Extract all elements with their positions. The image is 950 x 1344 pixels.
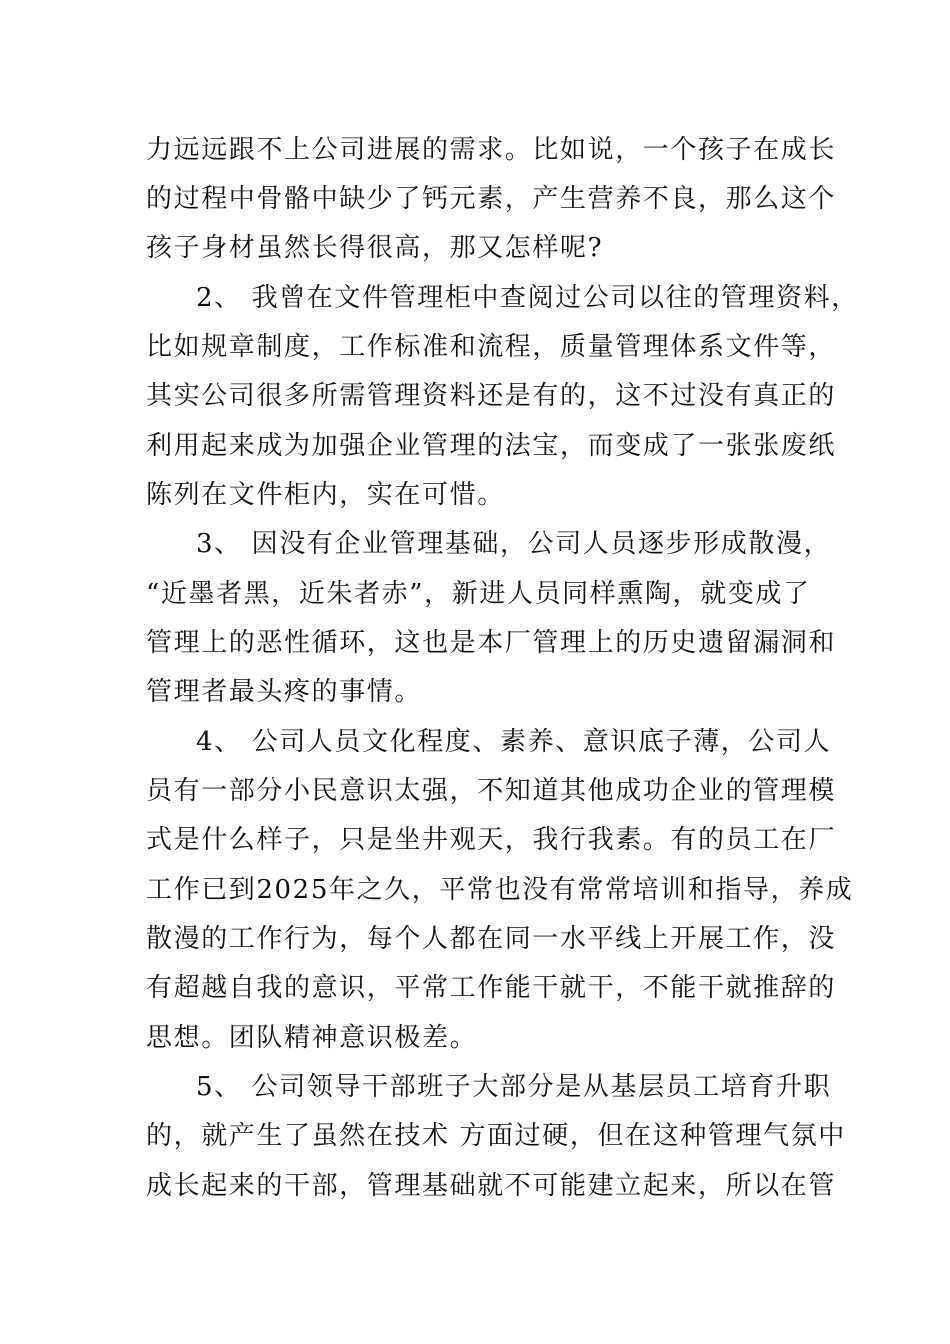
paragraph-5-start: 5、 公司领导干部班子大部分是从基层员工培育升职: [196, 1072, 832, 1102]
text-line: 利用起来成为加强企业管理的法宝，而变成了一张张废纸: [146, 431, 837, 461]
text-line: 比如规章制度，工作标准和流程，质量管理体系文件等，: [146, 332, 837, 362]
paragraph-4-start: 4、 公司人员文化程度、素养、意识底子薄，公司人: [196, 727, 832, 757]
text-line: 式是什么样子，只是坐井观天，我行我素。有的员工在厂: [146, 825, 837, 855]
paragraph-2-start: 2、 我曾在文件管理柜中查阅过公司以往的管理资料，: [196, 283, 859, 313]
text-line: 陈列在文件柜内，实在可惜。: [146, 480, 505, 510]
text-line: 工作已到2025年之久，平常也没有常常培训和指导，养成: [146, 875, 854, 905]
text-line: 力远远跟不上公司进展的需求。比如说，一个孩子在成长: [146, 135, 837, 165]
text-line: “近墨者黑，近朱者赤”，新进人员同样熏陶，就变成了: [146, 579, 811, 609]
text-line: 孩子身材虽然长得很高，那又怎样呢?: [146, 233, 604, 263]
text-line: 管理上的恶性循环，这也是本厂管理上的历史遗留漏洞和: [146, 628, 837, 658]
text-line: 员有一部分小民意识太强，不知道其他成功企业的管理模: [146, 776, 837, 806]
text-line: 的，就产生了虽然在技术 方面过硬，但在这种管理气氛中: [146, 1121, 846, 1151]
text-line: 成长起来的干部，管理基础就不可能建立起来，所以在管: [146, 1171, 837, 1201]
text-line: 管理者最头疼的事情。: [146, 677, 423, 707]
text-line: 有超越自我的意识，平常工作能干就干，不能干就推辞的: [146, 973, 837, 1003]
text-line: 的过程中骨骼中缺少了钙元素，产生营养不良，那么这个: [146, 184, 837, 214]
text-line: 其实公司很多所需管理资料还是有的，这不过没有真正的: [146, 381, 837, 411]
text-line: 散漫的工作行为，每个人都在同一水平线上开展工作，没: [146, 924, 837, 954]
paragraph-3-start: 3、 因没有企业管理基础，公司人员逐步形成散漫，: [196, 529, 832, 559]
text-line: 思想。团队精神意识极差。: [146, 1023, 478, 1053]
